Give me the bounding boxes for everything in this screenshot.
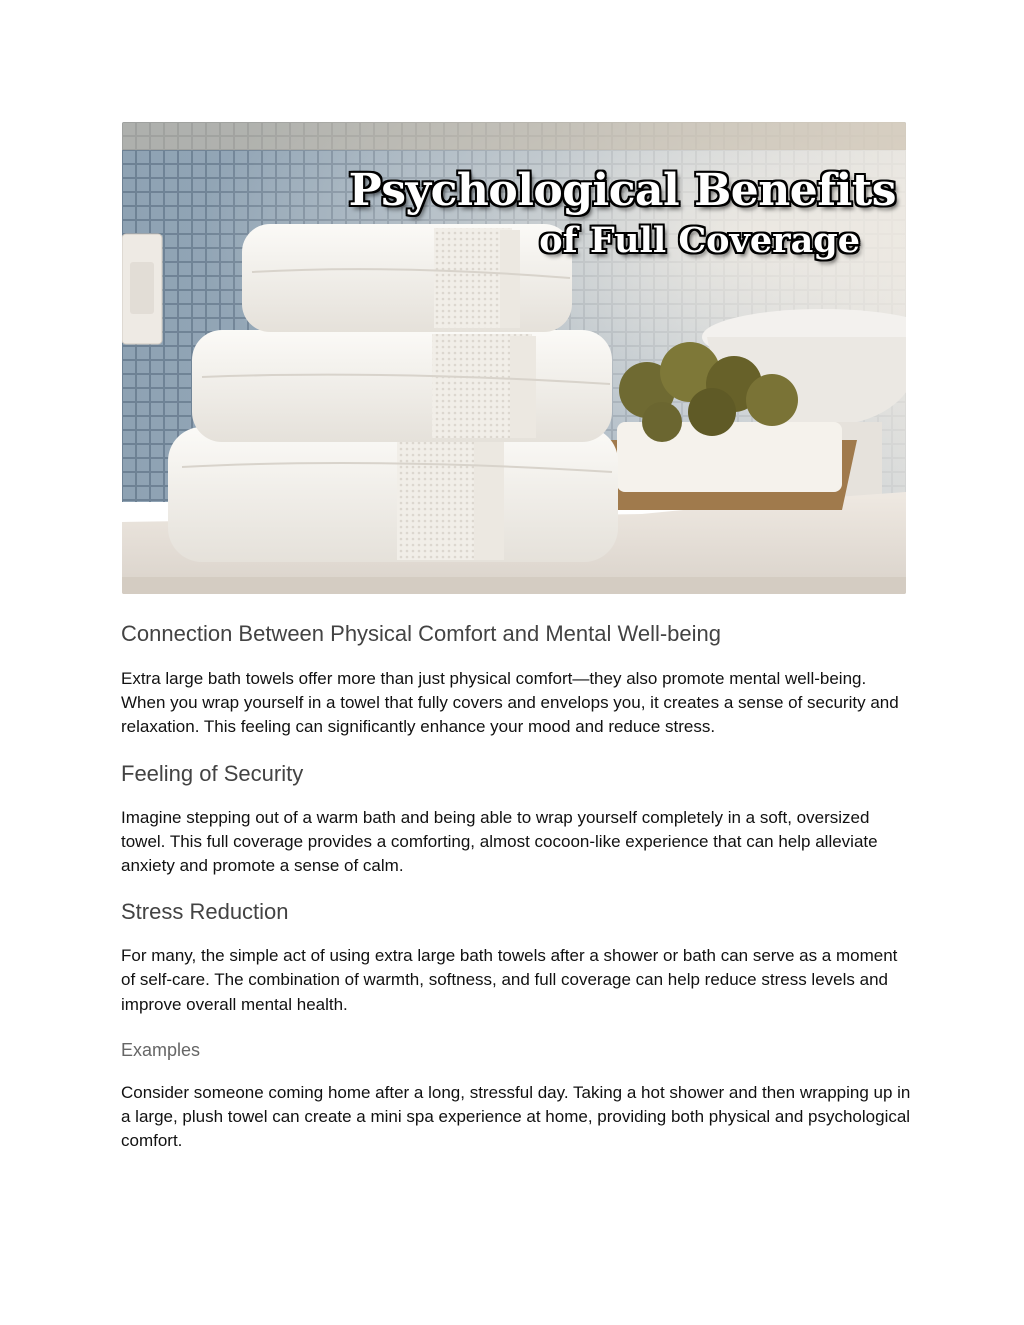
section-heading-connection: Connection Between Physical Comfort and Mental Well-being (121, 621, 722, 646)
hero-image (122, 122, 906, 594)
paragraph-stress: For many, the simple act of using extra large bath towels after a shower or bath can serve as a moment of self-care. The combination of warmth, softness, and full coverage can help reduce stress levels and improve overall mental health. (121, 946, 898, 1014)
paragraph-security: Imagine stepping out of a warm bath and being able to wrap yourself completely in a soft, oversized towel. This full coverage provides a comforting, almost cocoon-like experience that can help alleviate anxiety and promote a sense of calm. (121, 807, 878, 876)
paragraph-examples: Consider someone coming home after a long, stressful day. Taking a hot shower and then wrapping up in a large, plush towel can create a mini spa experience at home, providing both physical and psychological comfort. (121, 1082, 911, 1151)
article-body (121, 618, 911, 1153)
section-heading-stress: Stress Reduction (121, 899, 289, 925)
hero-title (349, 166, 896, 260)
subheading-examples: Examples (121, 1039, 201, 1060)
paragraph-connection: Extra large bath towels offer more than just physical comfort—they also promote mental well-being. When you wrap yourself in a towel that fully covers and envelops you, it creates a sense of security and relaxation. This feeling can significantly enhance your mood and reduce stress. (121, 669, 899, 737)
hero-title-line1: Psychological Benefits (348, 165, 896, 216)
section-heading-security: Feeling of Security (121, 760, 304, 786)
hero-title-line2: of Full Coverage (539, 220, 860, 262)
